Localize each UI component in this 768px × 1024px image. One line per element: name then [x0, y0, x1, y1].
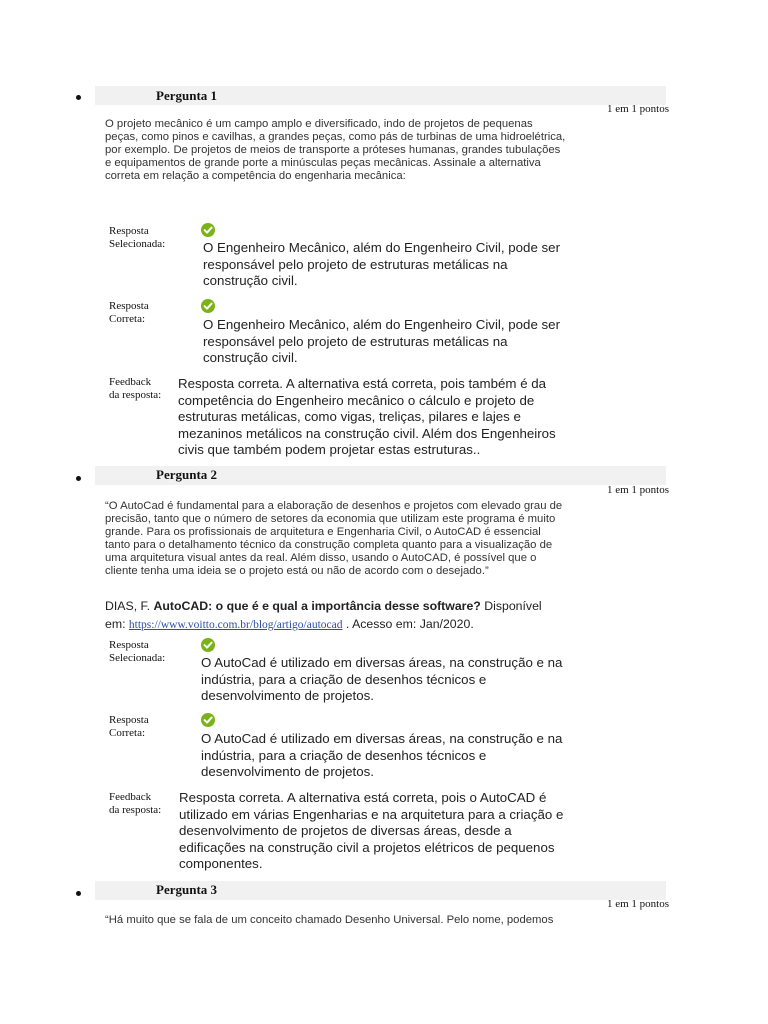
label-line: da resposta:: [109, 803, 162, 816]
question-points: 1 em 1 pontos: [606, 484, 669, 496]
citation-link[interactable]: https://www.voitto.com.br/blog/artigo/autocad: [128, 619, 343, 631]
label-line: Resposta: [109, 639, 149, 651]
selected-answer-label: [109, 639, 165, 664]
selected-answer-label: [109, 225, 165, 250]
text-line: cliente tenha uma ideia se o projeto está ou não de acordo com o desejado.”: [105, 565, 489, 577]
feedback-line: desenvolvimento de projetos de diversas áreas, desde a: [179, 823, 512, 838]
check-icon: [201, 713, 215, 727]
text-line: uma arquitetura visual antes da real. Além disso, usando o AutoCAD, é possível que o: [105, 552, 537, 564]
feedback-line: utilizado em várias Engenharias e na arquitetura para a criação e: [179, 806, 564, 822]
citation-line: [105, 615, 665, 634]
feedback-text: [178, 376, 638, 459]
correct-answer-label: [109, 714, 149, 739]
text-line: “Há muito que se fala de um conceito chamado Desenho Universal. Pelo nome, podemos: [105, 914, 554, 926]
label-line: Resposta: [109, 714, 149, 726]
feedback-line: componentes.: [179, 856, 263, 871]
check-icon: [201, 638, 215, 652]
bullet-icon: [76, 95, 81, 100]
answer-line: construção civil.: [203, 350, 298, 365]
label-line: Resposta: [109, 300, 149, 312]
text-line: correta em relação a competência do engenharia mecânica:: [105, 170, 406, 182]
correct-answer-label: [109, 300, 149, 325]
label-line: Resposta: [109, 225, 149, 237]
answer-line: responsável pelo projeto de estruturas metálicas na: [203, 333, 508, 349]
citation-available: Disponível: [480, 599, 542, 613]
text-line: por exemplo. De projetos de meios de transporte a próteses humanas, grandes tubulações: [105, 144, 561, 156]
selected-answer-text: [201, 655, 631, 705]
question-points: 1 em 1 pontos: [606, 898, 669, 910]
check-icon: [201, 299, 215, 313]
question-text: [105, 118, 637, 183]
citation-line: [105, 597, 665, 615]
question-title: Pergunta 3: [156, 882, 218, 897]
text-line: e equipamentos de grande porte a minúsculas peças mecânicas. Assinale a alternativa: [105, 157, 541, 169]
label-line: Selecionada:: [109, 651, 166, 664]
text-line: peças, como pinos e cavilhas, a grandes peças, como pás de turbinas de uma hidroelétrica,: [105, 131, 566, 143]
label-line: da resposta:: [109, 388, 162, 401]
feedback-line: edificações na construção civil a projetos elétricos de pequenos: [179, 839, 555, 855]
feedback-line: Resposta correta. A alternativa está correta, pois também é da: [178, 376, 547, 391]
feedback-text: [179, 790, 639, 873]
question-title: Pergunta 2: [156, 467, 218, 482]
question-text: [105, 914, 637, 927]
selected-answer-text: [203, 240, 633, 290]
correct-answer-text: [203, 317, 633, 367]
feedback-line: estruturas metálicas, como vigas, treliças, pilares e lajes e: [178, 409, 521, 424]
answer-line: responsável pelo projeto de estruturas metálicas na: [203, 256, 508, 272]
question-title: Pergunta 1: [156, 88, 218, 103]
label-line: Feedback: [109, 376, 152, 388]
citation-access: . Acesso em: Jan/2020.: [342, 617, 474, 631]
answer-line: desenvolvimento de projetos.: [201, 764, 374, 779]
text-line: grande. Para os profissionais de arquitetura e Engenharia Civil, o AutoCAD é essencial: [105, 526, 541, 538]
question-points: 1 em 1 pontos: [606, 103, 669, 115]
question-text: [105, 500, 637, 578]
answer-line: O Engenheiro Mecânico, além do Engenheiro Civil, pode ser: [203, 317, 561, 332]
answer-line: O AutoCad é utilizado em diversas áreas, na construção e na: [201, 655, 563, 670]
check-icon: [201, 223, 215, 237]
citation: [105, 597, 665, 634]
citation-em: em:: [105, 617, 129, 631]
answer-line: construção civil.: [203, 273, 298, 288]
bullet-icon: [76, 476, 81, 481]
correct-answer-text: [201, 731, 631, 781]
label-line: Feedback: [109, 791, 152, 803]
bullet-icon: [76, 891, 81, 896]
feedback-line: Resposta correta. A alternativa está correta, pois o AutoCAD é: [179, 790, 547, 805]
text-line: precisão, tanto que o número de setores da economia que utilizam este programa é muito: [105, 513, 556, 525]
text-line: O projeto mecânico é um campo amplo e diversificado, indo de projetos de pequenas: [105, 118, 533, 130]
citation-author: DIAS, F.: [105, 599, 154, 613]
citation-title: AutoCAD: o que é e qual a importância desse software?: [153, 599, 481, 613]
answer-line: indústria, para a criação de desenhos técnicos e: [201, 747, 487, 763]
text-line: tanto para o detalhamento técnico da construção completa quanto para a visualização de: [105, 539, 553, 551]
feedback-label: [109, 376, 161, 401]
label-line: Correta:: [109, 312, 146, 325]
feedback-line: mezaninos metálicos na construção civil. Além dos Engenheiros: [178, 425, 556, 441]
text-line: “O AutoCad é fundamental para a elaboração de desenhos e projetos com elevado grau de: [105, 500, 563, 512]
feedback-line: civis que também podem projetar estas estruturas..: [178, 442, 481, 457]
answer-line: O Engenheiro Mecânico, além do Engenheiro Civil, pode ser: [203, 240, 561, 255]
answer-line: desenvolvimento de projetos.: [201, 688, 374, 703]
label-line: Correta:: [109, 726, 146, 739]
answer-line: indústria, para a criação de desenhos técnicos e: [201, 671, 487, 687]
label-line: Selecionada:: [109, 237, 166, 250]
answer-line: O AutoCad é utilizado em diversas áreas, na construção e na: [201, 731, 563, 746]
feedback-line: competência do Engenheiro mecânico o cálculo e projeto de: [178, 392, 535, 408]
feedback-label: [109, 791, 161, 816]
